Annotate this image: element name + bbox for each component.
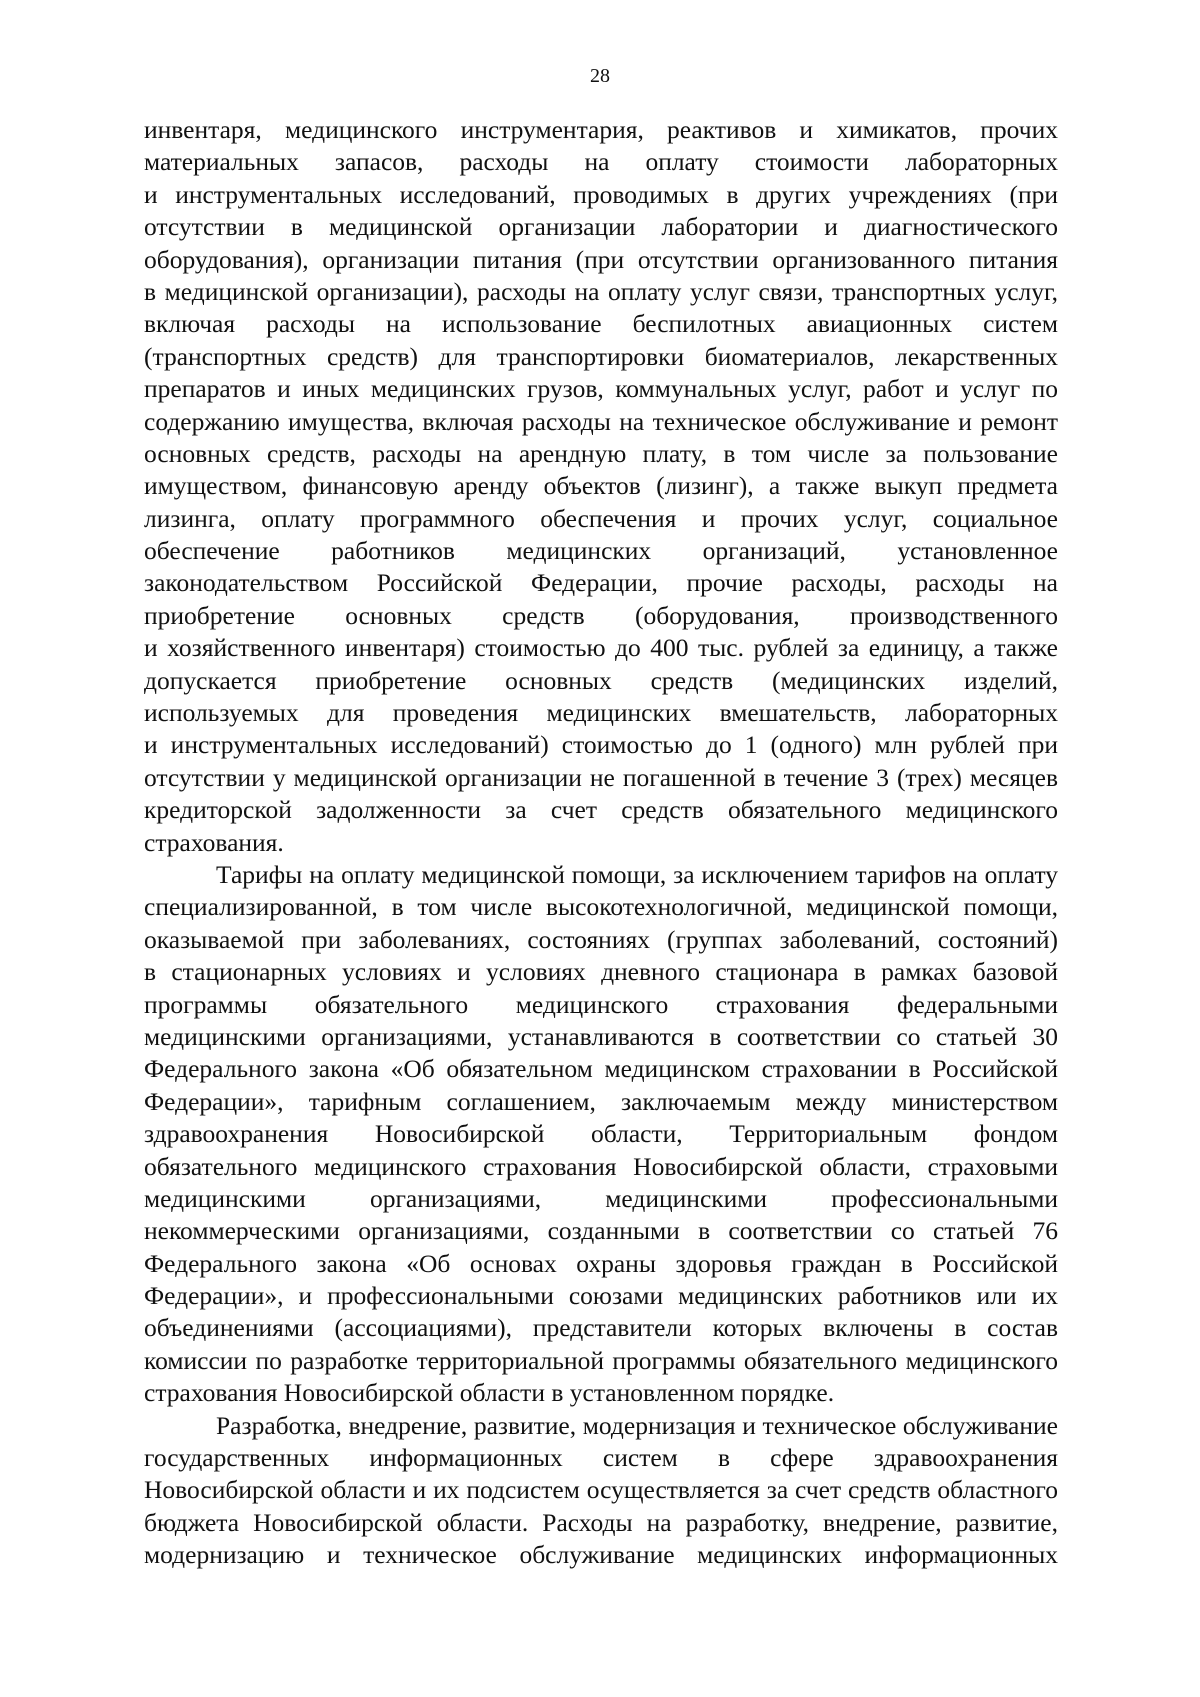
text-line: страхования Новосибирской области в установленном порядке. — [144, 1378, 835, 1408]
text-line: бюджета Новосибирской области. Расходы на разработку, внедрение, развитие, — [144, 1507, 1058, 1537]
text-line: Новосибирской области и их подсистем осуществляется за счет средств областного — [144, 1475, 1058, 1505]
text-line: Федерации», и профессиональными союзами медицинских работников или их — [144, 1281, 1058, 1311]
text-line: включая расходы на использование беспилотных авиационных систем — [144, 309, 1058, 339]
text-line: некоммерческими организациями, созданными в соответствии со статьей 76 — [144, 1216, 1058, 1246]
text-line: оборудования), организации питания (при отсутствии организованного питания — [144, 244, 1058, 274]
text-line: (транспортных средств) для транспортировки биоматериалов, лекарственных — [144, 341, 1058, 371]
paragraph — [144, 1410, 1058, 1572]
text-line: инвентаря, медицинского инструментария, реактивов и химикатов, прочих — [144, 115, 1058, 144]
text-line: приобретение основных средств (оборудования, производственного — [144, 600, 1058, 630]
text-line: Федерации», тарифным соглашением, заключаемым между министерством — [144, 1086, 1058, 1116]
text-line: оказываемой при заболеваниях, состояниях (группах заболеваний, состояний) — [144, 924, 1058, 954]
paragraph — [144, 114, 1058, 859]
text-line: основных средств, расходы на арендную плату, в том числе за пользование — [144, 438, 1058, 468]
text-line: модернизацию и техническое обслуживание медицинских информационных — [144, 1540, 1058, 1570]
text-line: лизинга, оплату программного обеспечения и прочих услуг, социальное — [144, 503, 1058, 533]
text-line: допускается приобретение основных средств (медицинских изделий, — [144, 665, 1058, 695]
text-line: используемых для проведения медицинских вмешательств, лабораторных — [144, 698, 1058, 728]
text-line: в стационарных условиях и условиях дневного стационара в рамках базовой — [144, 957, 1058, 987]
text-line: отсутствии у медицинской организации не погашенной в течение 3 (трех) месяцев — [144, 762, 1058, 792]
text-line: препаратов и иных медицинских грузов, коммунальных услуг, работ и услуг по — [144, 374, 1058, 404]
text-line: и инструментальных исследований, проводимых в других учреждениях (при — [144, 179, 1058, 209]
text-line: Федерального закона «Об основах охраны здоровья граждан в Российской — [144, 1248, 1058, 1278]
text-line: программы обязательного медицинского страхования федеральными — [144, 989, 1058, 1019]
text-line: кредиторской задолженности за счет средств обязательного медицинского — [144, 795, 1058, 825]
text-line: обеспечение работников медицинских организаций, установленное — [144, 536, 1058, 566]
page-number: 28 — [590, 65, 610, 87]
text-line: страхования. — [144, 827, 284, 857]
text-line: Федерального закона «Об обязательном медицинском страховании в Российской — [144, 1054, 1058, 1084]
text-line: отсутствии в медицинской организации лаборатории и диагностического — [144, 212, 1058, 242]
document-body — [144, 114, 1058, 1572]
text-line: имуществом, финансовую аренду объектов (лизинг), а также выкуп предмета — [144, 471, 1058, 501]
text-line: материальных запасов, расходы на оплату стоимости лабораторных — [144, 147, 1058, 177]
text-line: Тарифы на оплату медицинской помощи, за исключением тарифов на оплату — [216, 859, 1058, 889]
text-line: Разработка, внедрение, развитие, модернизация и техническое обслуживание — [216, 1410, 1058, 1440]
text-line: законодательством Российской Федерации, прочие расходы, расходы на — [144, 568, 1058, 598]
text-line: обязательного медицинского страхования Новосибирской области, страховыми — [144, 1151, 1058, 1181]
text-line: медицинскими организациями, устанавливаются в соответствии со статьей 30 — [144, 1021, 1058, 1051]
text-line: объединениями (ассоциациями), представители которых включены в состав — [144, 1313, 1058, 1343]
text-line: и хозяйственного инвентаря) стоимостью до 400 тыс. рублей за единицу, а также — [144, 633, 1058, 663]
paragraph — [144, 859, 1058, 1410]
text-line: и инструментальных исследований) стоимостью до 1 (одного) млн рублей при — [144, 730, 1058, 760]
text-line: в медицинской организации), расходы на оплату услуг связи, транспортных услуг, — [144, 276, 1058, 306]
text-line: здравоохранения Новосибирской области, Территориальным фондом — [144, 1119, 1058, 1149]
text-line: содержанию имущества, включая расходы на техническое обслуживание и ремонт — [144, 406, 1058, 436]
text-line: государственных информационных систем в сфере здравоохранения — [144, 1443, 1058, 1473]
text-line: специализированной, в том числе высокотехнологичной, медицинской помощи, — [144, 892, 1058, 922]
text-line: медицинскими организациями, медицинскими профессиональными — [144, 1183, 1058, 1213]
text-line: комиссии по разработке территориальной программы обязательного медицинского — [144, 1345, 1058, 1375]
